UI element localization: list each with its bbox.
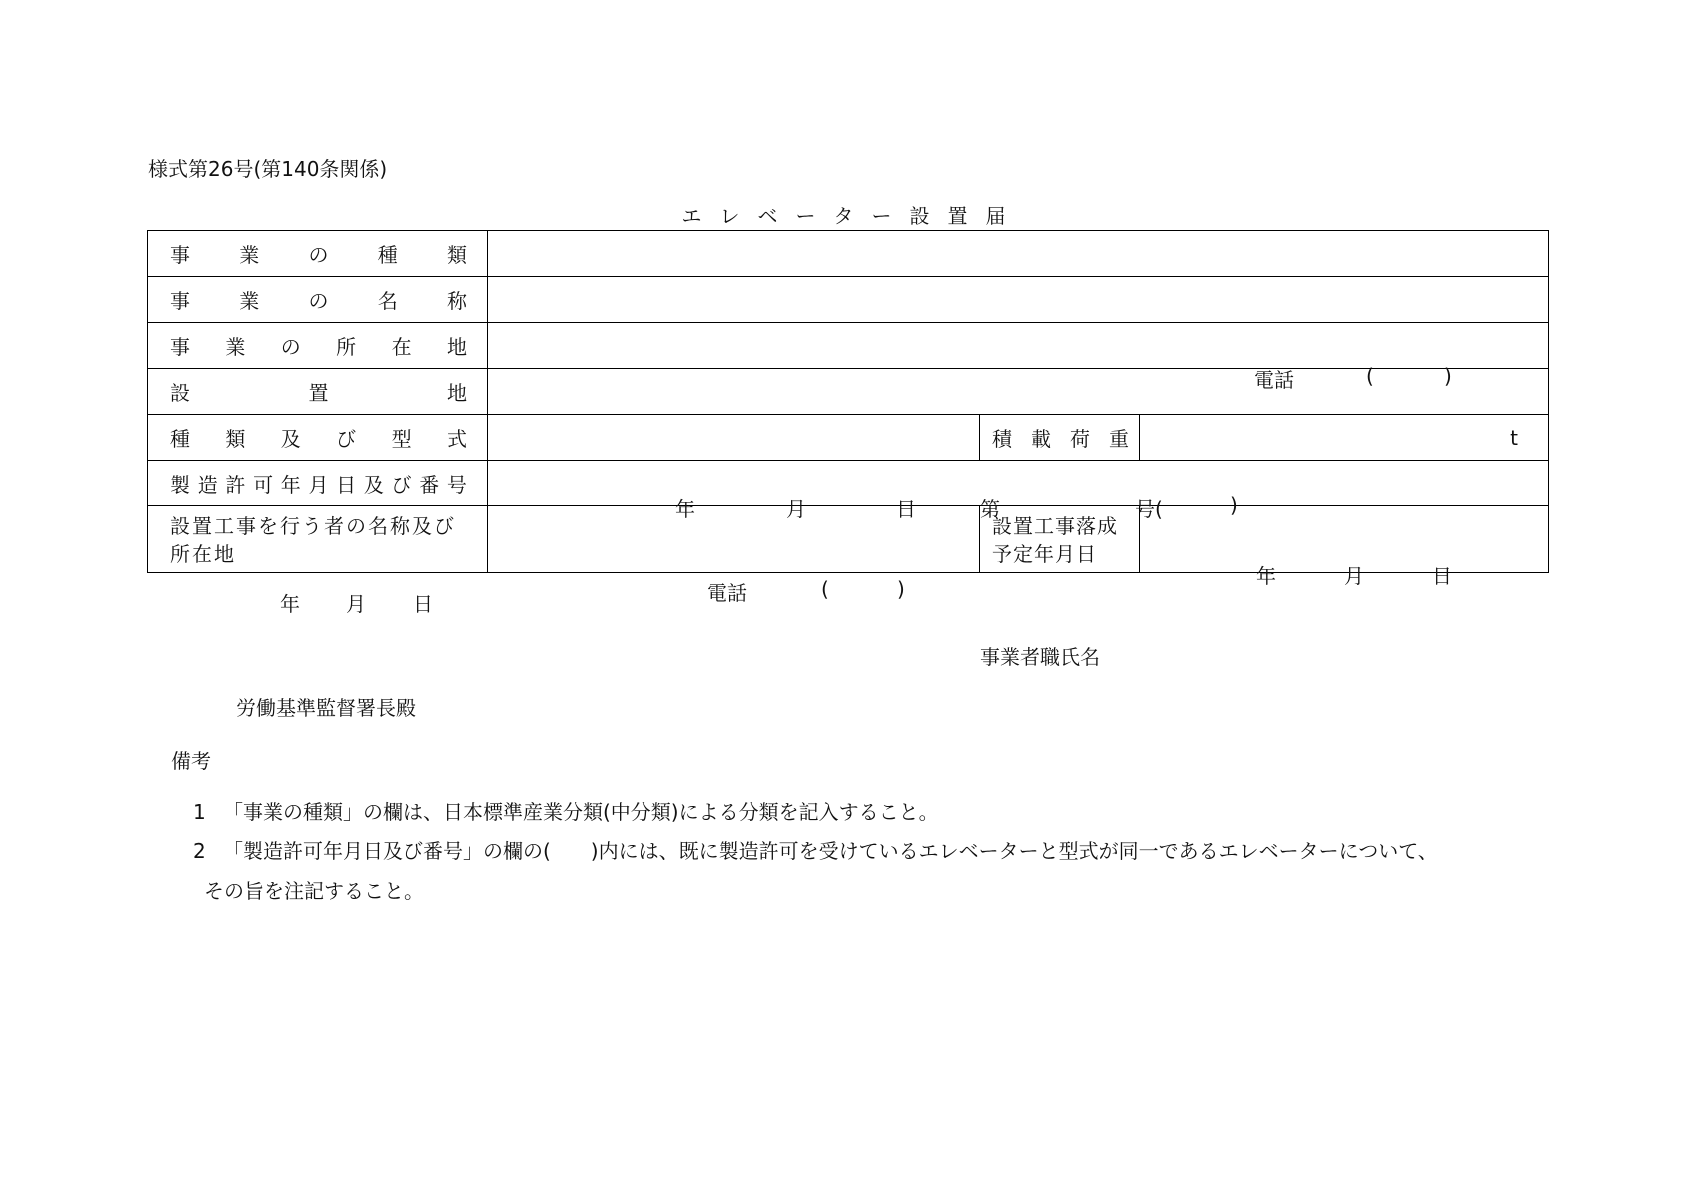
load-capacity-label: 積 載 荷 重 — [992, 427, 1129, 451]
type-model-field[interactable] — [488, 415, 980, 461]
row-installation-site — [148, 369, 1549, 415]
row-business-location — [148, 323, 1549, 369]
business-type-field[interactable] — [488, 231, 1549, 277]
business-operator-label: 事業者職氏名 — [980, 645, 1100, 669]
form-table — [147, 230, 1549, 605]
form-title: エレベーター設置届 — [681, 204, 1024, 228]
business-name-field[interactable] — [488, 277, 1549, 323]
completion-date-label: 設置工事落成予定年月日 — [992, 514, 1118, 566]
installation-site-label: 設 置 地 — [170, 381, 467, 405]
note-1: 1 「事業の種類」の欄は、日本標準産業分類(中分類)による分類を記入すること。 — [193, 800, 939, 824]
load-capacity-field[interactable] — [1140, 415, 1549, 461]
contractor-phone: 電話 ( ) — [707, 577, 905, 605]
note-2: 2 「製造許可年月日及び番号」の欄の( )内には、既に製造許可を受けているエレベーターと型式が同一であるエレベーターについて、 — [193, 839, 1438, 863]
row-business-name — [148, 277, 1549, 323]
business-location-label: 事 業 の 所 在 地 — [170, 335, 467, 359]
notes-title: 備考 — [171, 749, 211, 773]
installation-site-field[interactable] — [488, 369, 1549, 415]
permit-date-number: 年 月 日 第 号( ) — [675, 493, 1238, 521]
row-business-type — [148, 231, 1549, 277]
business-name-label: 事 業 の 名 称 — [170, 289, 467, 313]
contractor-label: 設置工事を行う者の名称及び所在地 — [170, 514, 456, 566]
note-2-continuation: その旨を注記すること。 — [204, 879, 424, 903]
load-unit: t — [1510, 425, 1519, 450]
form-number: 様式第26号(第140条関係) — [148, 157, 388, 181]
manufacture-permit-field[interactable] — [488, 461, 1549, 521]
completion-date: 年 月 日 — [1256, 564, 1452, 588]
addressee: 労働基準監督署長殿 — [236, 696, 416, 720]
type-model-label: 種 類 及 び 型 式 — [170, 427, 467, 451]
row-type-model — [148, 415, 1549, 461]
business-location-field[interactable] — [488, 323, 1549, 392]
row-manufacture-permit — [148, 461, 1549, 506]
manufacture-permit-label: 製 造 許 可 年 月 日 及 び 番 号 — [170, 472, 467, 497]
business-phone: 電話 ( ) — [1254, 363, 1452, 392]
business-type-label: 事 業 の 種 類 — [170, 243, 467, 267]
